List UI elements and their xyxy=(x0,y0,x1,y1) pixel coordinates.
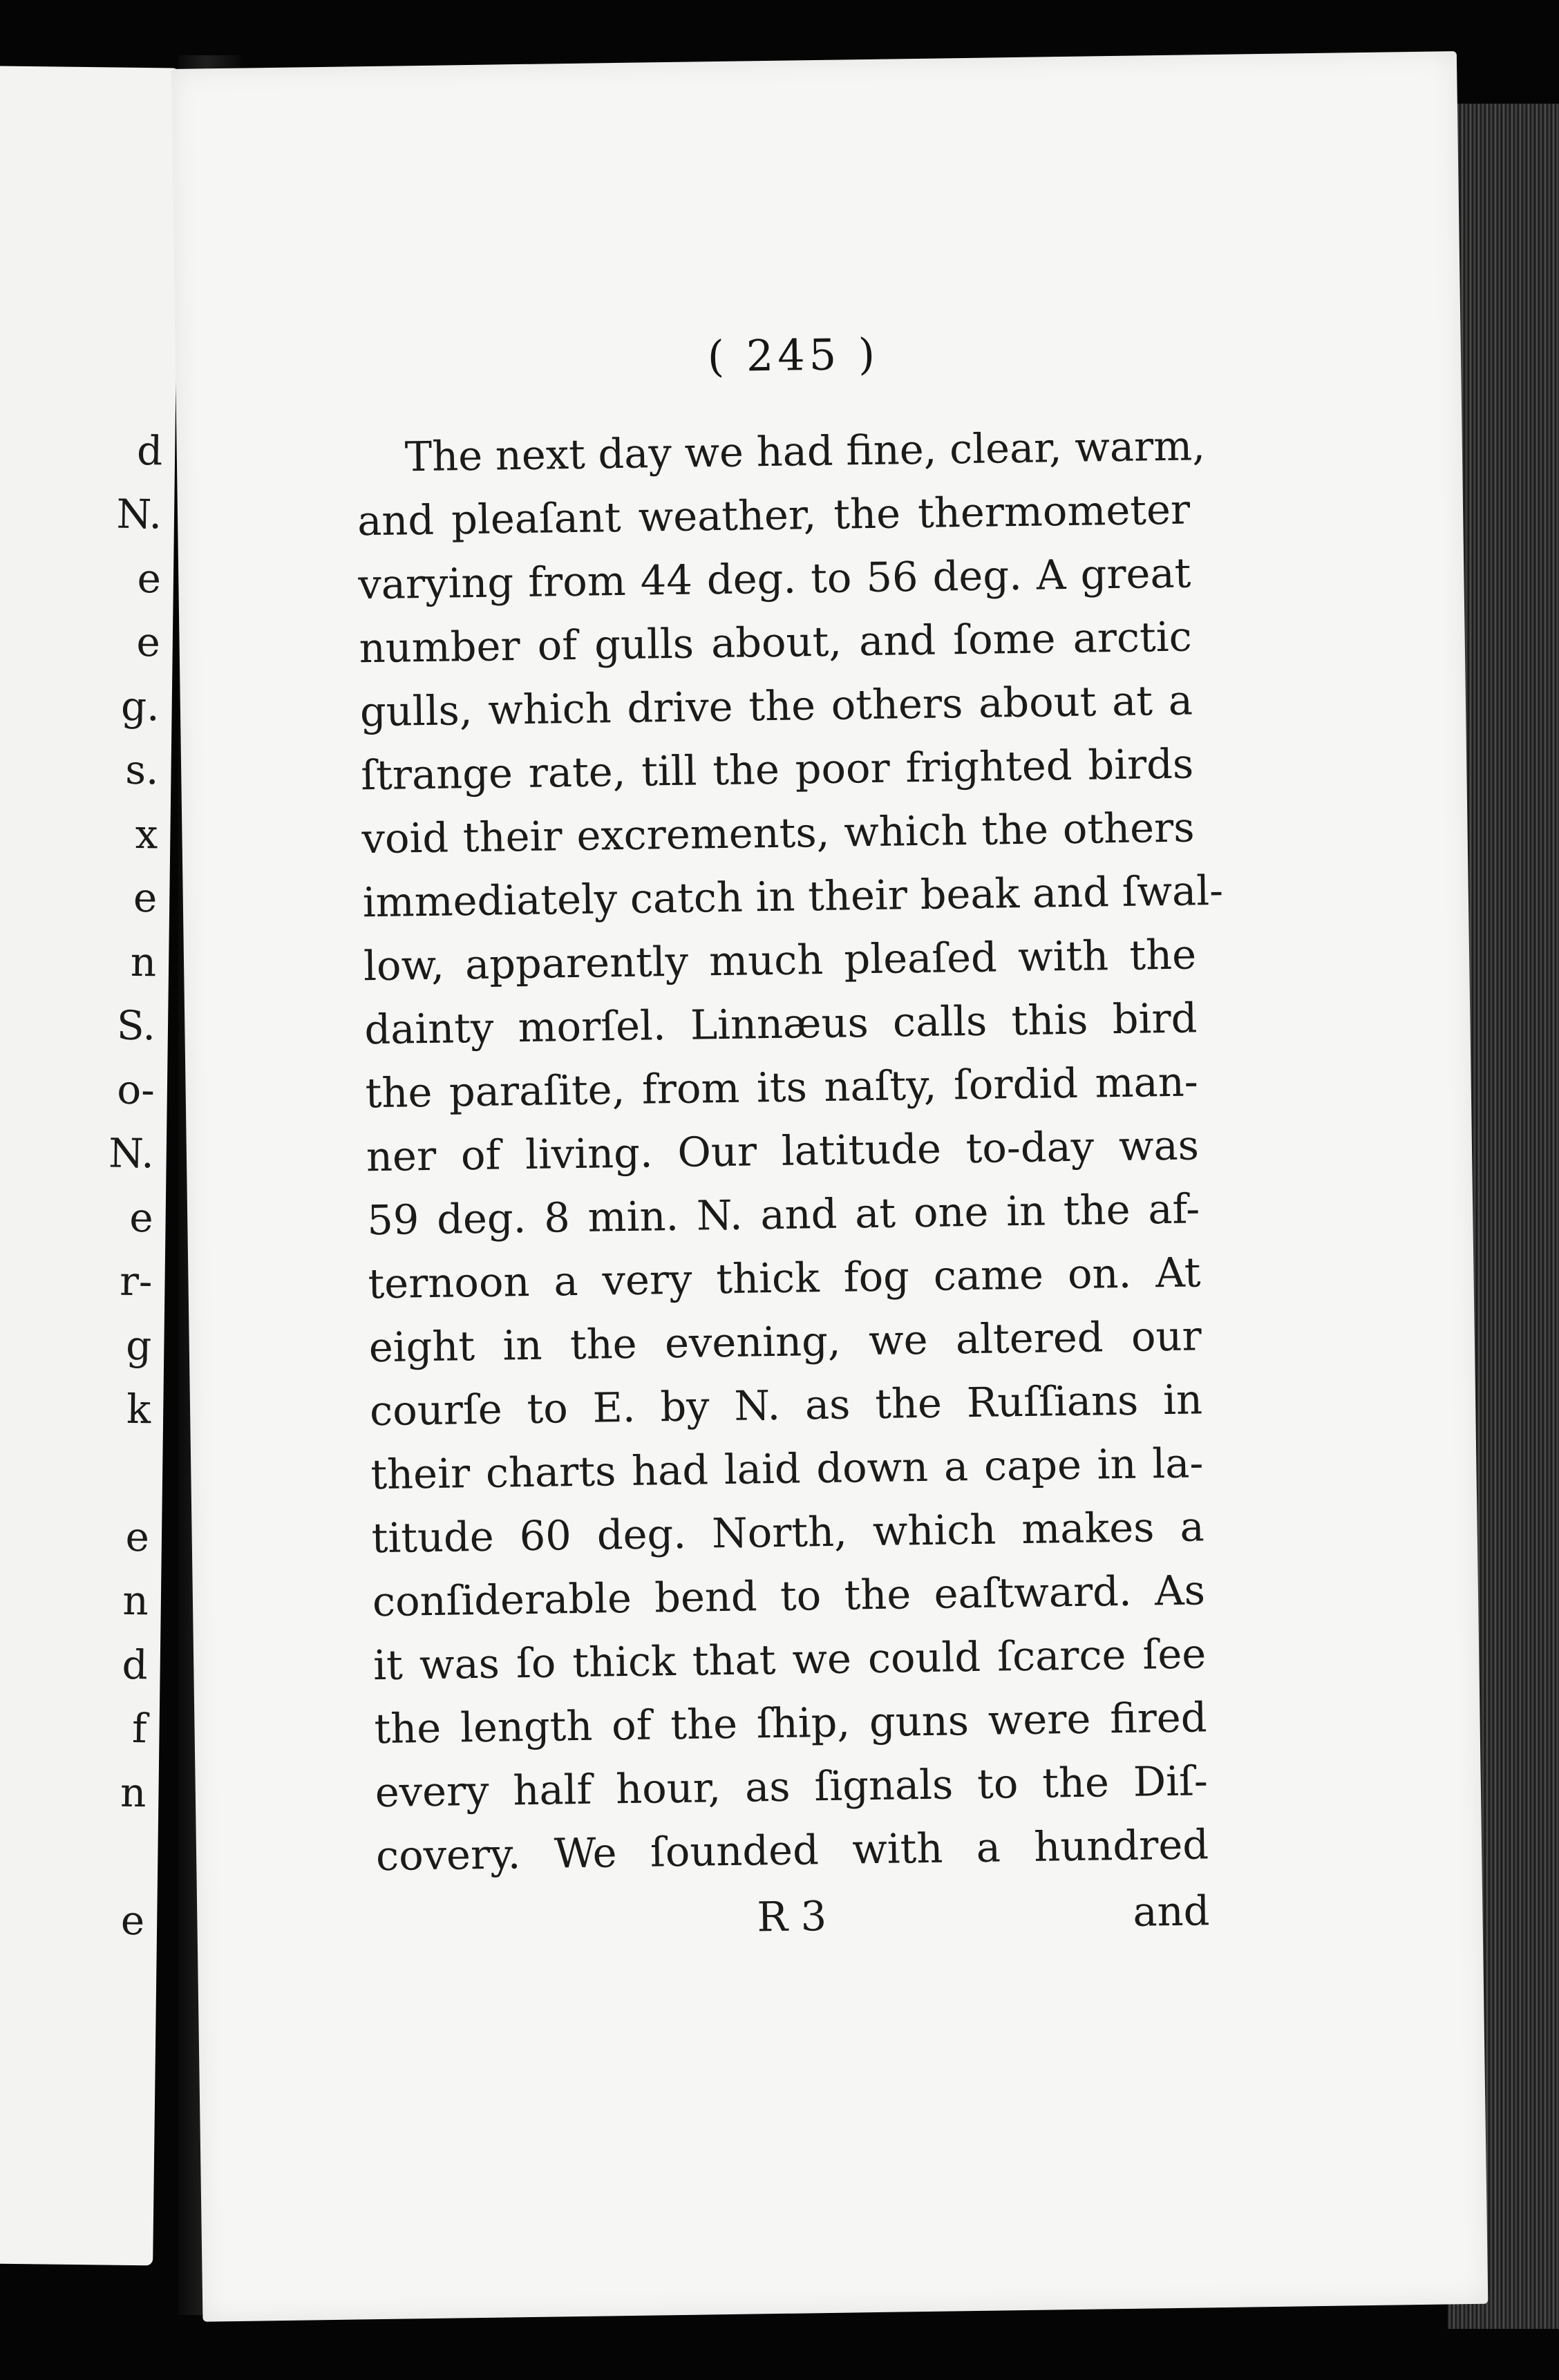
text-line: conſiderable bend to the eaſtward. As xyxy=(372,1566,1206,1626)
book-page xyxy=(171,51,1488,2322)
previous-page-line-ending: s. xyxy=(124,746,159,794)
page-footer xyxy=(377,1879,1210,1954)
previous-page-line-ending: k xyxy=(126,1385,151,1433)
text-line: The next day we had fine, clear, warm, xyxy=(404,422,1206,481)
page-body-text xyxy=(356,414,1224,1888)
previous-page-line-ending: r- xyxy=(119,1257,153,1305)
previous-page-line-ending: N. xyxy=(108,1129,155,1178)
previous-page-line-ending: x xyxy=(135,810,158,858)
text-line: and pleaſant weather, the thermometer xyxy=(357,485,1191,545)
text-line: eight in the evening, we altered our xyxy=(368,1312,1202,1372)
previous-page xyxy=(0,66,180,2265)
previous-page-line-ending: e xyxy=(120,1896,145,1945)
previous-page-line-ending: N. xyxy=(116,490,162,538)
previous-page-line-ending: e xyxy=(137,554,162,603)
previous-page-line-ending: d xyxy=(136,426,163,475)
text-line: ner of living. Our latitude to-day was xyxy=(366,1121,1200,1181)
text-line: titude 60 deg. North, which makes a xyxy=(371,1502,1205,1562)
text-line: covery. We ſounded with a hundred xyxy=(375,1820,1209,1880)
text-line: their charts had laid down a cape in la- xyxy=(370,1439,1204,1499)
previous-page-line-ending: o- xyxy=(116,1066,155,1114)
text-line: every half hour, as ſignals to the Diſ- xyxy=(375,1757,1209,1817)
previous-page-line-ending: n xyxy=(122,1576,149,1625)
text-line: immediately catch in their beak and ſwal- xyxy=(362,866,1224,927)
page-number: ( 245 ) xyxy=(707,328,880,382)
text-line: courſe to E. by N. as the Ruſſians in xyxy=(369,1375,1203,1435)
previous-page-line-ending: e xyxy=(125,1513,150,1561)
previous-page-line-ending: d xyxy=(122,1641,149,1689)
text-line: number of gulls about, and ſome arctic xyxy=(359,612,1193,672)
text-line: gulls, which drive the others about at a xyxy=(359,676,1193,736)
previous-page-line-ending: g xyxy=(125,1321,152,1370)
previous-page-line-ending: n xyxy=(130,938,157,986)
previous-page-line-ending: e xyxy=(133,873,158,922)
text-line: dainty morſel. Linnæus calls this bird xyxy=(363,994,1198,1054)
text-line: void their excrements, which the others xyxy=(361,803,1195,863)
text-line: ſtrange rate, till the poor frighted birds xyxy=(360,739,1194,800)
text-line: ternoon a very thick fog came on. At xyxy=(368,1248,1201,1308)
signature-mark: R 3 xyxy=(756,1892,827,1941)
previous-page-line-ending: S. xyxy=(116,1001,156,1050)
text-line: it was ſo thick that we could ſcarce ſee xyxy=(372,1630,1207,1690)
previous-page-line-ending: f xyxy=(131,1705,148,1753)
previous-page-line-ending: e xyxy=(136,618,161,666)
text-line: varying from 44 deg. to 56 deg. A great xyxy=(357,549,1191,609)
text-line: the paraſite, from its naſty, ſordid man- xyxy=(365,1057,1199,1117)
previous-page-line-ending: n xyxy=(120,1768,147,1817)
previous-page-line-ending: e xyxy=(129,1193,154,1242)
text-line: the length of the ſhip, guns were fired xyxy=(374,1693,1207,1753)
previous-page-line-ending: g. xyxy=(120,682,160,730)
text-line: 59 deg. 8 min. N. and at one in the af- xyxy=(366,1184,1200,1245)
catchword: and xyxy=(1132,1887,1210,1936)
text-line: low, apparently much pleaſed with the xyxy=(363,930,1197,990)
